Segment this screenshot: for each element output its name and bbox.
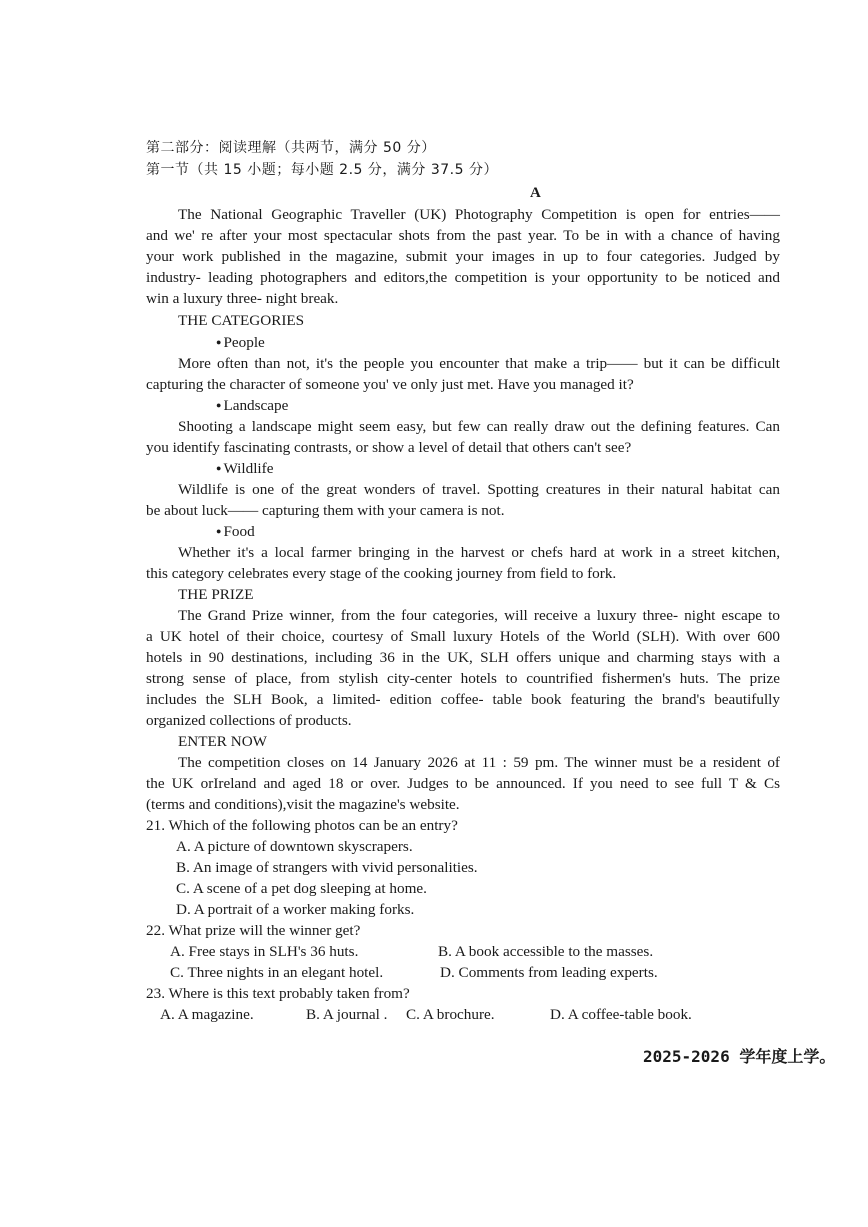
q22-option-b: B. A book accessible to the masses. <box>438 943 654 960</box>
intro-line-2: and we' re after your most spectacular shots from the past year. To be in with a chance of having <box>146 227 780 244</box>
intro-line-3: your work published in the magazine, submit your images in up to four categories. Judged by <box>146 248 780 265</box>
q23-option-b: B. A journal . <box>306 1006 388 1023</box>
footer-school-year: 2025-2026 学年度上学。 <box>643 1047 836 1066</box>
passage-label: A <box>530 185 541 201</box>
prize-line-6: organized collections of products. <box>146 712 352 729</box>
enter-line-2: the UK orIreland and aged 18 or over. Judges to be announced. If you need to see full T & Cs <box>146 775 780 792</box>
categories-heading: THE CATEGORIES <box>178 312 305 329</box>
food-line-2: this category celebrates every stage of the cooking journey from field to fork. <box>146 565 617 582</box>
people-line-1: More often than not, it's the people you encounter that make a trip—— but it can be difficult <box>178 355 780 372</box>
intro-line-4: industry- leading photographers and editors,the competition is your opportunity to be noticed and <box>146 269 780 286</box>
q22-option-c: C. Three nights in an elegant hotel. <box>170 964 384 981</box>
category-people: ● People <box>216 332 265 353</box>
intro-line-1: The National Geographic Traveller (UK) Photography Competition is open for entries—— <box>178 206 780 223</box>
landscape-line-2: you identify fascinating contrasts, or show a level of detail that others can't see? <box>146 439 632 456</box>
prize-heading: THE PRIZE <box>178 586 254 603</box>
people-line-2: capturing the character of someone you' ve only just met. Have you managed it? <box>146 376 634 393</box>
prize-line-4: strong sense of place, from stylish city-center hotels to countrified fishermen's huts. The prize <box>146 670 780 687</box>
q23-stem: 23. Where is this text probably taken from? <box>146 985 410 1002</box>
q22-stem: 22. What prize will the winner get? <box>146 922 361 939</box>
q21-option-c: C. A scene of a pet dog sleeping at home. <box>176 880 427 897</box>
intro-line-5: win a luxury three- night break. <box>146 290 339 307</box>
q22-option-a: A. Free stays in SLH's 36 huts. <box>170 943 359 960</box>
wildlife-line-1: Wildlife is one of the great wonders of travel. Spotting creatures in their natural habitat can <box>178 481 780 498</box>
prize-line-1: The Grand Prize winner, from the four categories, will receive a luxury three- night escape to <box>178 607 780 624</box>
prize-line-3: hotels in 90 destinations, including 36 in the UK, SLH offers unique and charming stays with a <box>146 649 780 666</box>
subsection-header: 第一节（共 15 小题；每小题 2.5 分，满分 37.5 分） <box>146 162 498 178</box>
category-landscape: ● Landscape <box>216 395 288 416</box>
q21-option-d: D. A portrait of a worker making forks. <box>176 901 415 918</box>
q23-option-c: C. A brochure. <box>406 1006 495 1023</box>
food-line-1: Whether it's a local farmer bringing in the harvest or chefs hard at work in a street kitchen, <box>178 544 780 561</box>
q21-option-b: B. An image of strangers with vivid personalities. <box>176 859 478 876</box>
wildlife-line-2: be about luck—— capturing them with your camera is not. <box>146 502 505 519</box>
category-wildlife: ● Wildlife <box>216 458 273 479</box>
enter-line-3: (terms and conditions),visit the magazine's website. <box>146 796 460 813</box>
q23-option-d: D. A coffee-table book. <box>550 1006 692 1023</box>
landscape-line-1: Shooting a landscape might seem easy, but few can really draw out the defining features. Can <box>178 418 780 435</box>
q21-stem: 21. Which of the following photos can be an entry? <box>146 817 458 834</box>
q22-option-d: D. Comments from leading experts. <box>440 964 658 981</box>
category-food: ● Food <box>216 521 255 542</box>
section-header: 第二部分：阅读理解（共两节，满分 50 分） <box>146 140 436 156</box>
enter-line-1: The competition closes on 14 January 2026 at 11 : 59 pm. The winner must be a resident of <box>178 754 780 771</box>
q23-option-a: A. A magazine. <box>160 1006 254 1023</box>
enter-heading: ENTER NOW <box>178 733 267 750</box>
q21-option-a: A. A picture of downtown skyscrapers. <box>176 838 413 855</box>
prize-line-2: a UK hotel of their choice, courtesy of Small luxury Hotels of the World (SLH). With over 600 <box>146 628 780 645</box>
prize-line-5: includes the SLH Book, a limited- edition coffee- table book featuring the brand's beautifully <box>146 691 780 708</box>
